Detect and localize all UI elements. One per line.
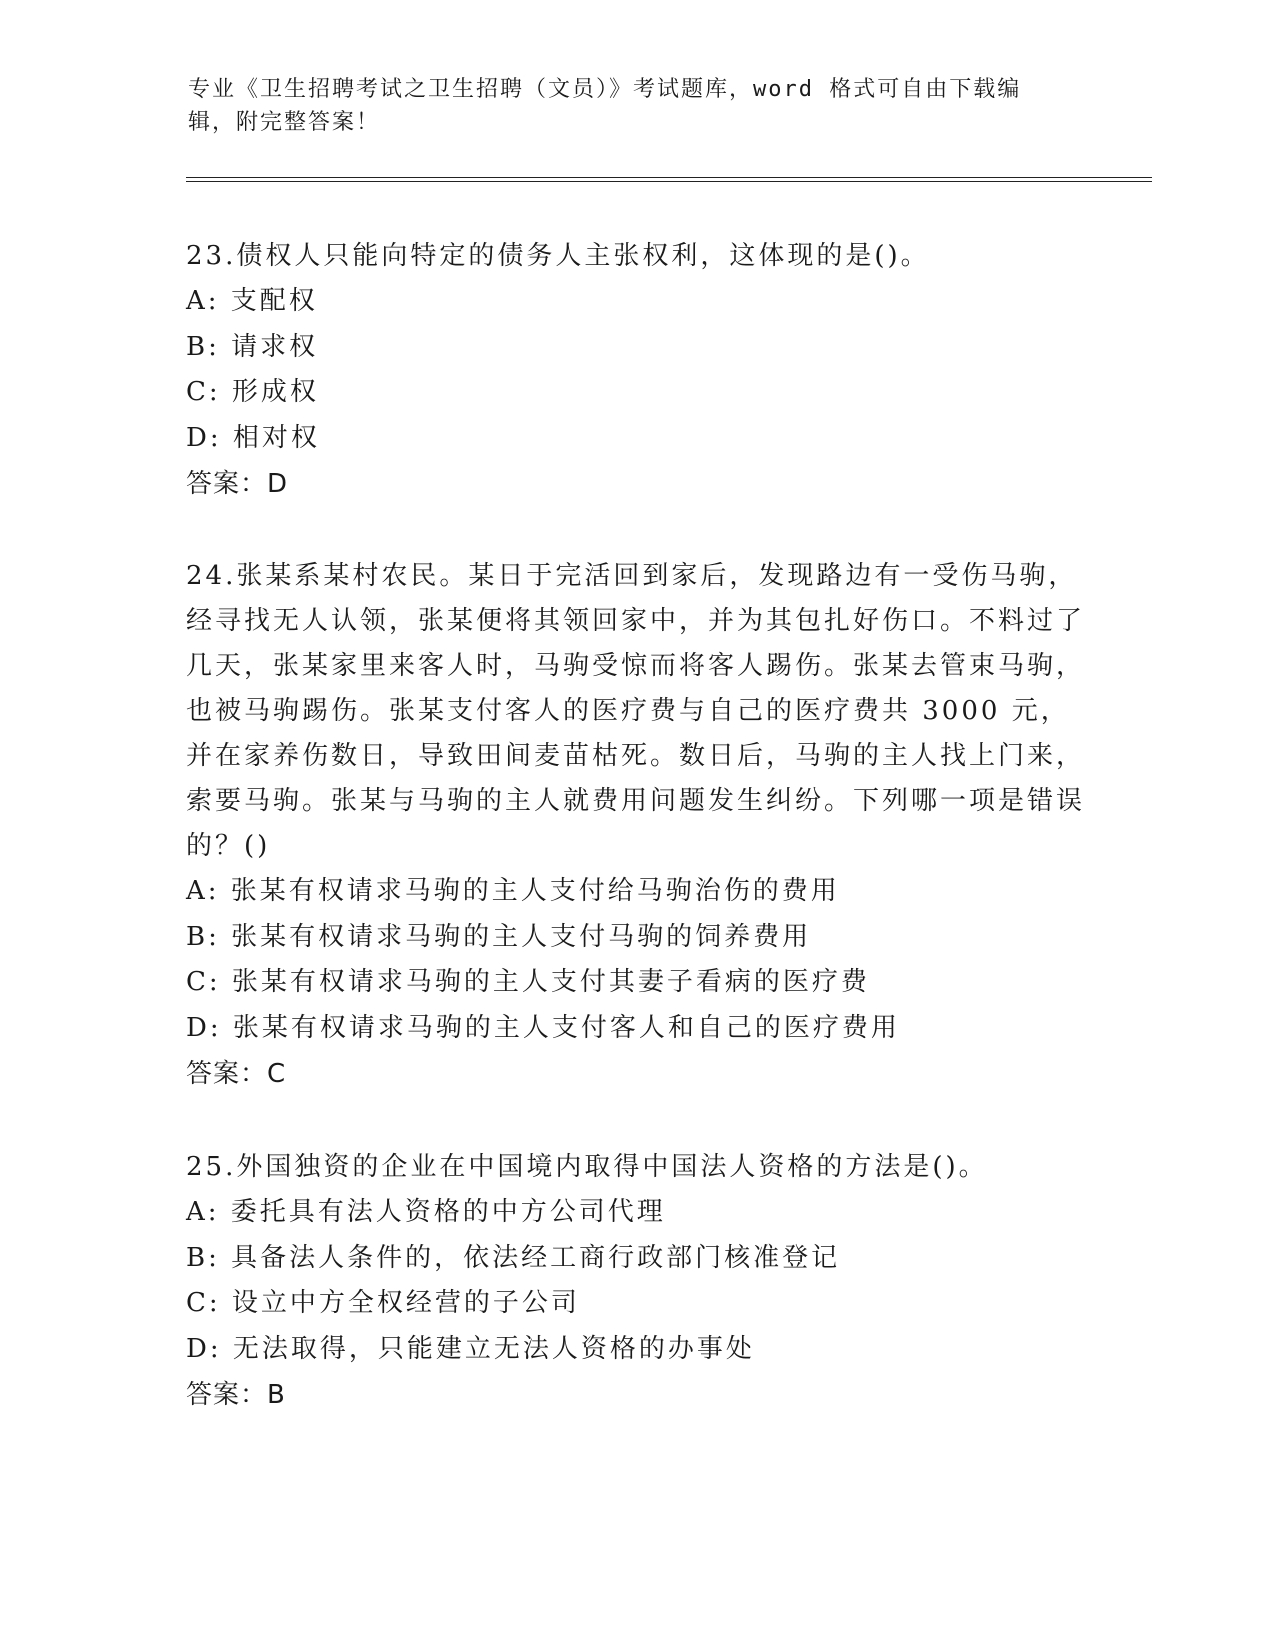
answer: 答案：D [186, 469, 289, 499]
option-b: B: 请求权 [186, 331, 319, 362]
question-body: 外国独资的企业在中国境内取得中国法人资格的方法是()。 [236, 1152, 988, 1182]
answer: 答案：B [186, 1380, 286, 1410]
option-b: B: 张某有权请求马驹的主人支付马驹的饲养费用 [186, 921, 812, 952]
option-c: C: 设立中方全权经营的子公司 [186, 1288, 580, 1318]
header-divider-bottom [186, 181, 1152, 182]
document-header: 专业《卫生招聘考试之卫生招聘（文员）》考试题库，word 格式可自由下载编辑，附完整答案！ [188, 77, 1022, 135]
header-divider-top [186, 177, 1152, 178]
option-c: C: 形成权 [186, 377, 319, 407]
question-number: 25. [186, 1152, 237, 1182]
question-text [186, 234, 1086, 279]
option-c: C: 张某有权请求马驹的主人支付其妻子看病的医疗费 [186, 967, 870, 997]
option-a: A: 委托具有法人资格的中方公司代理 [186, 1197, 666, 1227]
question-23 [186, 234, 1086, 507]
option-d: D: 无法取得，只能建立无法人资格的办事处 [186, 1333, 755, 1364]
question-body: 张某系某村农民。某日于完活回到家后，发现路边有一受伤马驹，经寻找无人认领，张某便将其领回家中，并为其包扎好伤口。不料过了几天，张某家里来客人时，马驹受惊而将客人踢伤。张某去管束马驹，也被马驹踢伤。张某支付客人的医疗费与自己的医疗费共 3000 元，并在家养伤数日，导致田间麦苗枯死。数日后，马驹的主人找上门来，索要马驹。张某与马驹的主人就费用问题发生纠纷。下列哪一项是错误的？() [186, 561, 1086, 861]
question-number: 24. [186, 561, 237, 591]
answer: 答案：C [186, 1059, 287, 1089]
question-number: 23. [186, 241, 237, 271]
question-text [186, 554, 1086, 869]
option-a: A: 张某有权请求马驹的主人支付给马驹治伤的费用 [186, 876, 840, 906]
option-d: D: 相对权 [186, 422, 320, 453]
option-a: A: 支配权 [186, 286, 318, 316]
question-text [186, 1145, 1086, 1190]
question-body: 债权人只能向特定的债务人主张权利，这体现的是()。 [236, 241, 930, 271]
question-24 [186, 554, 1086, 1097]
option-d: D: 张某有权请求马驹的主人支付客人和自己的医疗费用 [186, 1012, 900, 1043]
option-b: B: 具备法人条件的，依法经工商行政部门核准登记 [186, 1242, 841, 1273]
question-25 [186, 1145, 1086, 1418]
